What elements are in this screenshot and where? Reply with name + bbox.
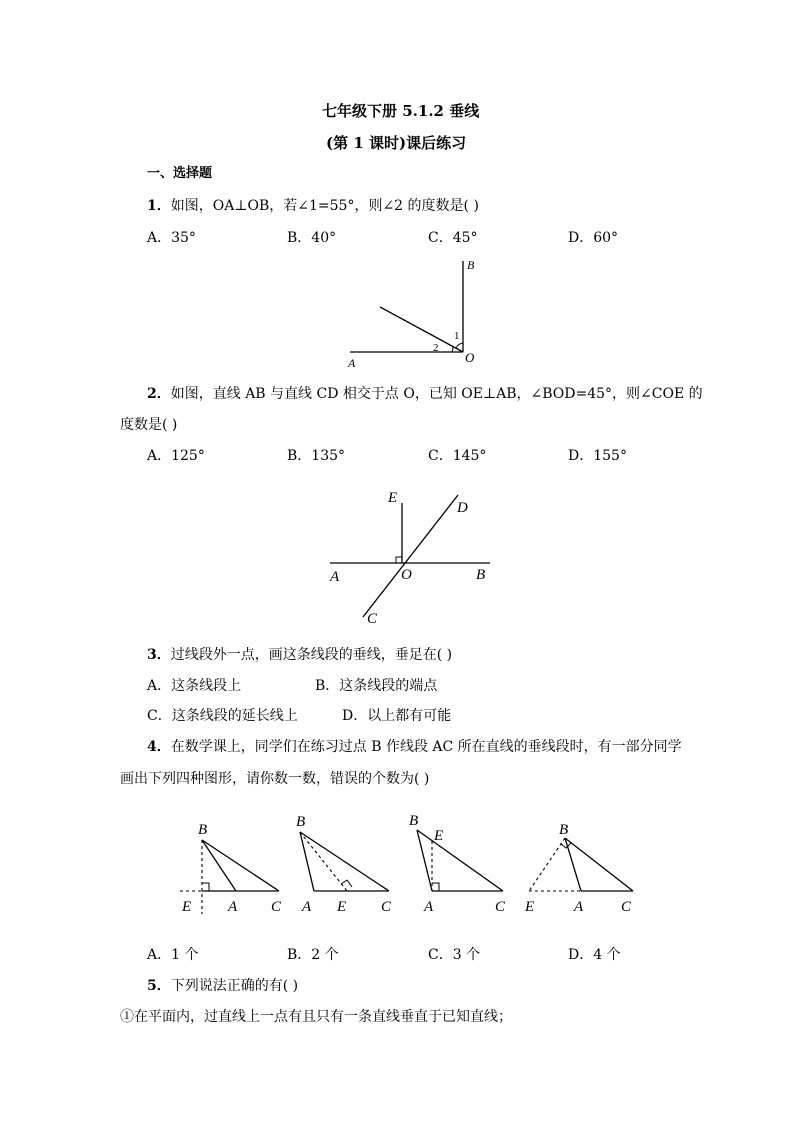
q2-option-d: D．155° (568, 448, 627, 464)
q4-option-d: D．4 个 (568, 947, 621, 963)
q5-statement-1: ①在平面内，过直线上一点有且只有一条直线垂直于已知直线； (120, 1009, 512, 1025)
q4f2-label-B: B (296, 814, 306, 830)
q4-figure-1 (175, 818, 290, 918)
q4f3-label-E: E (434, 828, 444, 844)
q4-figure-2 (290, 812, 405, 918)
question-number: 4． (147, 739, 171, 755)
question-number: 5． (147, 978, 171, 994)
q4f1-label-E: E (182, 899, 192, 915)
question-4-line1 (147, 738, 682, 756)
q2-label-E: E (388, 490, 398, 506)
question-number: 1． (147, 198, 171, 214)
q1-label-1: 1 (454, 330, 460, 342)
q2-label-A: A (330, 569, 340, 585)
q1-label-B: B (467, 258, 475, 272)
q2-option-c: C．145° (428, 448, 487, 464)
q4f1-label-C: C (271, 899, 282, 915)
question-3 (147, 646, 452, 664)
question-text: 如图，OA⊥OB，若∠1=55°，则∠2 的度数是( ) (170, 198, 479, 214)
q4f2-label-E: E (337, 899, 347, 915)
q4-option-b: B．2 个 (287, 947, 339, 963)
section-heading: 一、选择题 (147, 166, 213, 181)
q4f3-label-A: A (424, 899, 434, 915)
q3-option-b: B．这条线段的端点 (315, 678, 438, 694)
question-number: 3． (147, 647, 171, 663)
q4f2-label-A: A (302, 899, 312, 915)
q1-option-a: A．35° (147, 230, 196, 246)
question-4-line2: 画出下列四种图形，请你数一数，错误的个数为( ) (120, 771, 430, 787)
q4f4-label-E: E (525, 899, 535, 915)
question-2-line2: 度数是( ) (120, 417, 178, 433)
q4f2-label-C: C (381, 899, 392, 915)
q1-figure (340, 255, 490, 375)
q2-label-C: C (367, 611, 378, 627)
q2-figure (325, 485, 495, 630)
q3-option-a: A．这条线段上 (147, 678, 242, 694)
q2-option-a: A．125° (147, 448, 205, 464)
question-text: 下列说法正确的有( ) (170, 978, 299, 994)
q1-option-c: C．45° (428, 230, 478, 246)
page-subtitle: (第 1 课时)课后练习 (326, 134, 467, 152)
q4f3-label-C: C (495, 899, 506, 915)
q3-option-d: D．以上都有可能 (342, 708, 452, 724)
q4f4-label-B: B (559, 822, 569, 838)
question-text: 过线段外一点，画这条线段的垂线，垂足在( ) (170, 647, 453, 663)
q2-label-O: O (401, 567, 412, 583)
question-2-line1 (147, 385, 703, 403)
q4f4-label-C: C (621, 899, 632, 915)
question-number: 2． (147, 386, 171, 402)
q4-figure-3 (400, 810, 515, 918)
page-title: 七年级下册 5.1.2 垂线 (322, 102, 480, 120)
q1-label-2: 2 (433, 342, 439, 354)
q4f4-label-A: A (574, 899, 584, 915)
q2-label-D: D (457, 500, 468, 516)
q4-option-c: C．3 个 (428, 947, 481, 963)
q1-option-b: B．40° (287, 230, 337, 246)
q2-option-b: B．135° (287, 448, 346, 464)
question-5 (147, 977, 298, 995)
q4f3-label-B: B (409, 813, 419, 829)
question-text: 在数学课上，同学们在练习过点 B 作线段 AC 所在直线的垂线段时，有一部分同学 (170, 739, 682, 755)
question-1 (147, 197, 479, 215)
q2-label-B: B (476, 567, 486, 583)
q4-figure-4 (520, 815, 645, 918)
q3-option-c: C．这条线段的延长线上 (147, 708, 298, 724)
question-text: 如图，直线 AB 与直线 CD 相交于点 O，已知 OE⊥AB，∠BOD=45°，则∠COE 的 (170, 386, 703, 402)
q4-option-a: A．1 个 (147, 947, 199, 963)
q1-option-d: D．60° (568, 230, 619, 246)
q1-label-O: O (465, 350, 475, 365)
q4f1-label-A: A (228, 899, 238, 915)
q1-label-A: A (348, 356, 356, 370)
q4f1-label-B: B (198, 822, 208, 838)
